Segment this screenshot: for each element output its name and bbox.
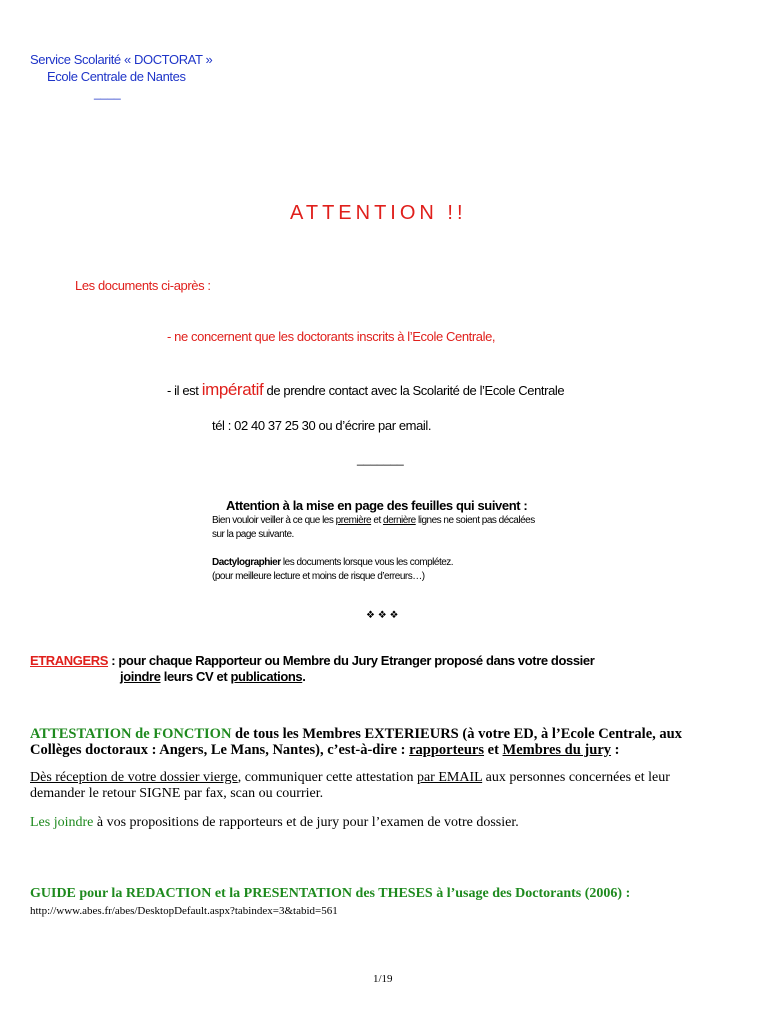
joindre-underlined: joindre — [120, 669, 161, 684]
attestation-instruction-line2: demander le retour SIGNE par fax, scan ou courrier. — [30, 786, 324, 801]
layout-notice-line2: sur la page suivante. — [212, 529, 294, 540]
attestation-heading-line2 — [30, 742, 619, 759]
attestation-instruction-a: , communiquer cette attestation — [237, 770, 417, 785]
page-title: ATTENTION !! — [290, 202, 467, 224]
foreigners-label: ETRANGERS — [30, 653, 109, 668]
layout-notice-line1-a: Bien vouloir veiller à ce que les — [212, 515, 336, 526]
intro-text: Les documents ci-après : — [75, 278, 211, 293]
attach-rest: à vos propositions de rapporteurs et de jury pour l’examen de votre dossier. — [93, 815, 519, 830]
page-number: 1/19 — [373, 973, 393, 985]
layout-notice-line1 — [212, 515, 535, 526]
foreigners-line2 — [120, 669, 305, 684]
rapporteurs-underlined: rapporteurs — [409, 742, 485, 758]
attestation-heading-line1 — [30, 726, 682, 743]
attestation-and: et — [484, 742, 503, 758]
typing-note: (pour meilleure lecture et moins de risque d’erreurs…) — [212, 571, 425, 582]
by-email-underlined: par EMAIL — [416, 770, 483, 785]
ornament-diamonds: ❖ ❖ ❖ — [366, 610, 399, 621]
layout-notice-line1-b: et — [371, 515, 384, 526]
typing-instruction-bold: Dactylographier — [212, 557, 281, 568]
jury-members-underlined: Membres du jury — [502, 742, 612, 758]
contact-phone: tél : 02 40 37 25 30 ou d’écrire par email. — [212, 418, 432, 433]
last-line-underlined: dernière — [383, 515, 416, 526]
foreigners-text: : pour chaque Rapporteur ou Membre du Jury Etranger proposé dans votre dossier — [108, 653, 595, 668]
guide-title: GUIDE pour la REDACTION et la PRESENTATION des THESES à l’usage des Doctorants (2006) : — [30, 886, 631, 901]
attestation-instruction-line1 — [30, 770, 670, 786]
header-rule: ____ — [94, 86, 121, 100]
publications-underlined: publications — [230, 669, 303, 684]
typing-instruction-rest: les documents lorsque vous les complétez. — [280, 557, 454, 568]
imperative-emphasis: impératif — [201, 380, 264, 399]
on-receipt-underlined: Dès réception de votre dossier vierge — [30, 770, 238, 785]
attestation-members-text: de tous les Membres EXTERIEURS (à votre ED, à l’Ecole Centrale, aux — [231, 726, 682, 742]
layout-notice-heading: Attention à la mise en page des feuilles qui suivent : — [226, 498, 528, 513]
point-centrale-only: - ne concernent que les doctorants inscrits à l’Ecole Centrale, — [167, 329, 496, 344]
typing-instruction — [212, 557, 453, 568]
attestation-instruction-b: aux personnes concernées et leur — [482, 770, 670, 785]
attestation-colleges-text: Collèges doctoraux : Angers, Le Mans, Nantes), c’est-à-dire : — [30, 742, 410, 758]
foreigners-line1 — [30, 653, 594, 668]
point-imperative-before: - il est — [167, 383, 202, 398]
first-line-underlined: première — [335, 515, 372, 526]
attach-instruction — [30, 815, 519, 831]
separator: _______ — [357, 452, 404, 466]
attestation-title: ATTESTATION de FONCTION — [30, 726, 232, 742]
foreigners-period: . — [302, 669, 306, 684]
attach-green: Les joindre — [30, 815, 94, 830]
attestation-colon: : — [611, 742, 620, 758]
point-imperative — [167, 380, 564, 400]
point-imperative-after: de prendre contact avec la Scolarité de l’Ecole Centrale — [263, 383, 565, 398]
layout-notice-line1-c: lignes ne soient pas décalées — [415, 515, 535, 526]
header-school-line: Ecole Centrale de Nantes — [47, 69, 186, 84]
foreigners-text2: leurs CV et — [160, 669, 231, 684]
guide-url[interactable]: http://www.abes.fr/abes/DesktopDefault.aspx?tabindex=3&tabid=561 — [30, 905, 338, 917]
header-service-line: Service Scolarité « DOCTORAT » — [30, 52, 213, 67]
